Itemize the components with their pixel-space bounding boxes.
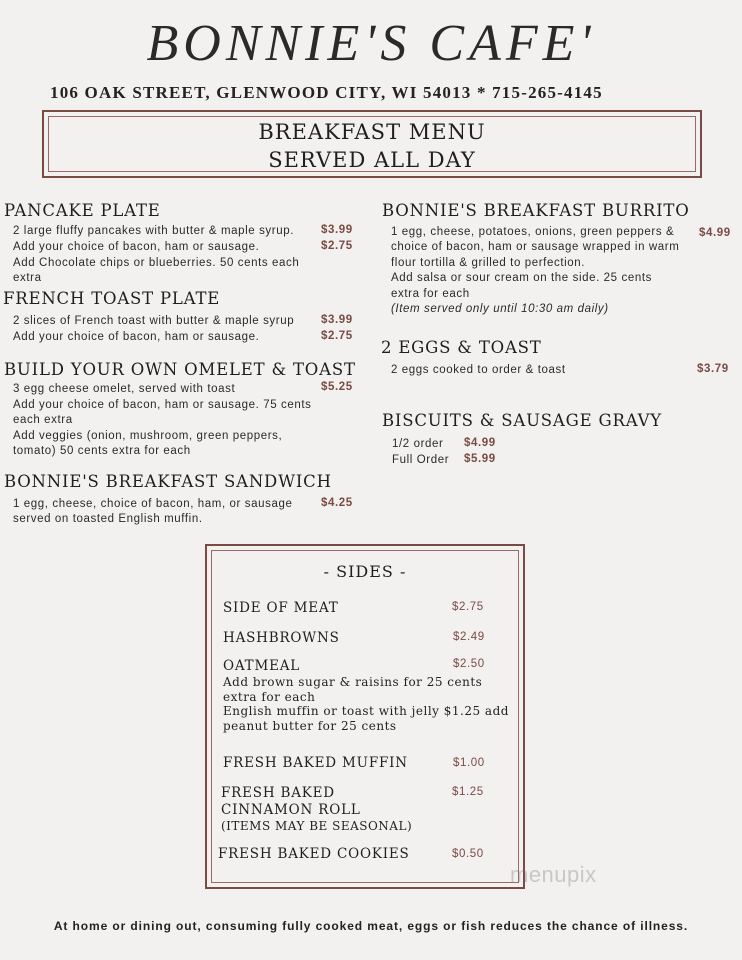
oatmeal-desc-1: Add brown sugar & raisins for 25 cents bbox=[223, 675, 483, 689]
burrito-desc-4: Add salsa or sour cream on the side. 25 cents bbox=[391, 272, 652, 284]
side-cinnamon-line-2: CINNAMON ROLL bbox=[221, 802, 361, 818]
menupix-watermark: menupix bbox=[510, 862, 597, 887]
side-oatmeal-price: $2.50 bbox=[453, 658, 485, 670]
french-toast-desc-1: 2 slices of French toast with butter & maple syrup bbox=[13, 315, 295, 327]
oatmeal-desc-3: English muffin or toast with jelly $1.25 add bbox=[223, 704, 509, 718]
omelet-heading: BUILD YOUR OWN OMELET & TOAST bbox=[4, 360, 356, 379]
banner-line-2: SERVED ALL DAY bbox=[268, 148, 476, 172]
biscuits-full-price: $5.99 bbox=[464, 453, 496, 465]
cafe-title: BONNIE'S CAFE' bbox=[146, 15, 596, 72]
side-cookies-price: $0.50 bbox=[452, 848, 484, 860]
french-toast-price: $3.99 bbox=[321, 314, 353, 326]
sides-heading: - SIDES - bbox=[323, 562, 407, 581]
side-muffin: FRESH BAKED MUFFIN bbox=[223, 755, 408, 771]
pancake-price: $3.99 bbox=[321, 224, 353, 236]
omelet-desc-5: tomato) 50 cents extra for each bbox=[13, 445, 191, 457]
pancake-desc-3: Add Chocolate chips or blueberries. 50 cents each bbox=[13, 257, 300, 269]
burrito-desc-3: flour tortilla & grilled to perfection. bbox=[391, 257, 586, 269]
biscuits-half-price: $4.99 bbox=[464, 437, 496, 449]
burrito-desc-5: extra for each bbox=[391, 288, 470, 300]
omelet-desc-3: each extra bbox=[13, 414, 73, 426]
biscuits-half-order: 1/2 order bbox=[392, 438, 444, 450]
pancake-desc-4: extra bbox=[13, 272, 42, 284]
burrito-desc-2: choice of bacon, ham or sausage wrapped in warm bbox=[391, 241, 680, 253]
eggs-toast-desc: 2 eggs cooked to order & toast bbox=[391, 364, 566, 376]
french-toast-heading: FRENCH TOAST PLATE bbox=[3, 289, 221, 308]
omelet-desc-2: Add your choice of bacon, ham or sausage. 75 cents bbox=[13, 399, 312, 411]
side-hashbrowns: HASHBROWNS bbox=[223, 630, 340, 646]
sandwich-desc-1: 1 egg, cheese, choice of bacon, ham, or sausage bbox=[13, 498, 293, 510]
french-toast-desc-2: Add your choice of bacon, ham or sausage. bbox=[13, 331, 260, 343]
food-safety-notice: At home or dining out, consuming fully cooked meat, eggs or fish reduces the chance of illness. bbox=[53, 919, 689, 933]
side-cinnamon-price: $1.25 bbox=[452, 786, 484, 798]
side-oatmeal: OATMEAL bbox=[223, 658, 301, 674]
side-muffin-price: $1.00 bbox=[453, 757, 485, 769]
burrito-desc-1: 1 egg, cheese, potatoes, onions, green peppers & bbox=[391, 226, 675, 238]
sandwich-heading: BONNIE'S BREAKFAST SANDWICH bbox=[4, 472, 332, 491]
eggs-toast-price: $3.79 bbox=[697, 363, 729, 375]
omelet-price: $5.25 bbox=[321, 381, 353, 393]
sandwich-desc-2: served on toasted English muffin. bbox=[13, 513, 203, 525]
omelet-desc-1: 3 egg cheese omelet, served with toast bbox=[13, 383, 236, 395]
oatmeal-desc-2: extra for each bbox=[223, 690, 316, 704]
pancake-desc-2: Add your choice of bacon, ham or sausage. bbox=[13, 241, 260, 253]
pancake-addon-price: $2.75 bbox=[321, 240, 353, 252]
biscuits-full-order: Full Order bbox=[392, 454, 450, 466]
sandwich-price: $4.25 bbox=[321, 497, 353, 509]
side-meat-price: $2.75 bbox=[452, 601, 484, 613]
menu-banner bbox=[48, 116, 696, 172]
side-cookies: FRESH BAKED COOKIES bbox=[218, 846, 410, 862]
side-meat: SIDE OF MEAT bbox=[223, 600, 339, 616]
burrito-heading: BONNIE'S BREAKFAST BURRITO bbox=[382, 201, 690, 220]
oatmeal-desc-4: peanut butter for 25 cents bbox=[223, 719, 397, 733]
burrito-price: $4.99 bbox=[699, 227, 731, 239]
side-cinnamon-line-1: FRESH BAKED bbox=[221, 785, 335, 801]
cafe-address: 106 OAK STREET, GLENWOOD CITY, WI 54013 * 715-265-4145 bbox=[50, 83, 603, 102]
seasonal-note: (ITEMS MAY BE SEASONAL) bbox=[221, 819, 413, 833]
pancake-plate-heading: PANCAKE PLATE bbox=[4, 201, 161, 220]
banner-line-1: BREAKFAST MENU bbox=[258, 120, 486, 144]
burrito-time-note: (Item served only until 10:30 am daily) bbox=[391, 303, 609, 315]
pancake-desc-1: 2 large fluffy pancakes with butter & maple syrup. bbox=[13, 225, 295, 237]
omelet-desc-4: Add veggies (onion, mushroom, green peppers, bbox=[13, 430, 283, 442]
side-hashbrowns-price: $2.49 bbox=[453, 631, 485, 643]
biscuits-heading: BISCUITS & SAUSAGE GRAVY bbox=[382, 411, 663, 430]
french-toast-addon-price: $2.75 bbox=[321, 330, 353, 342]
eggs-toast-heading: 2 EGGS & TOAST bbox=[381, 338, 542, 357]
